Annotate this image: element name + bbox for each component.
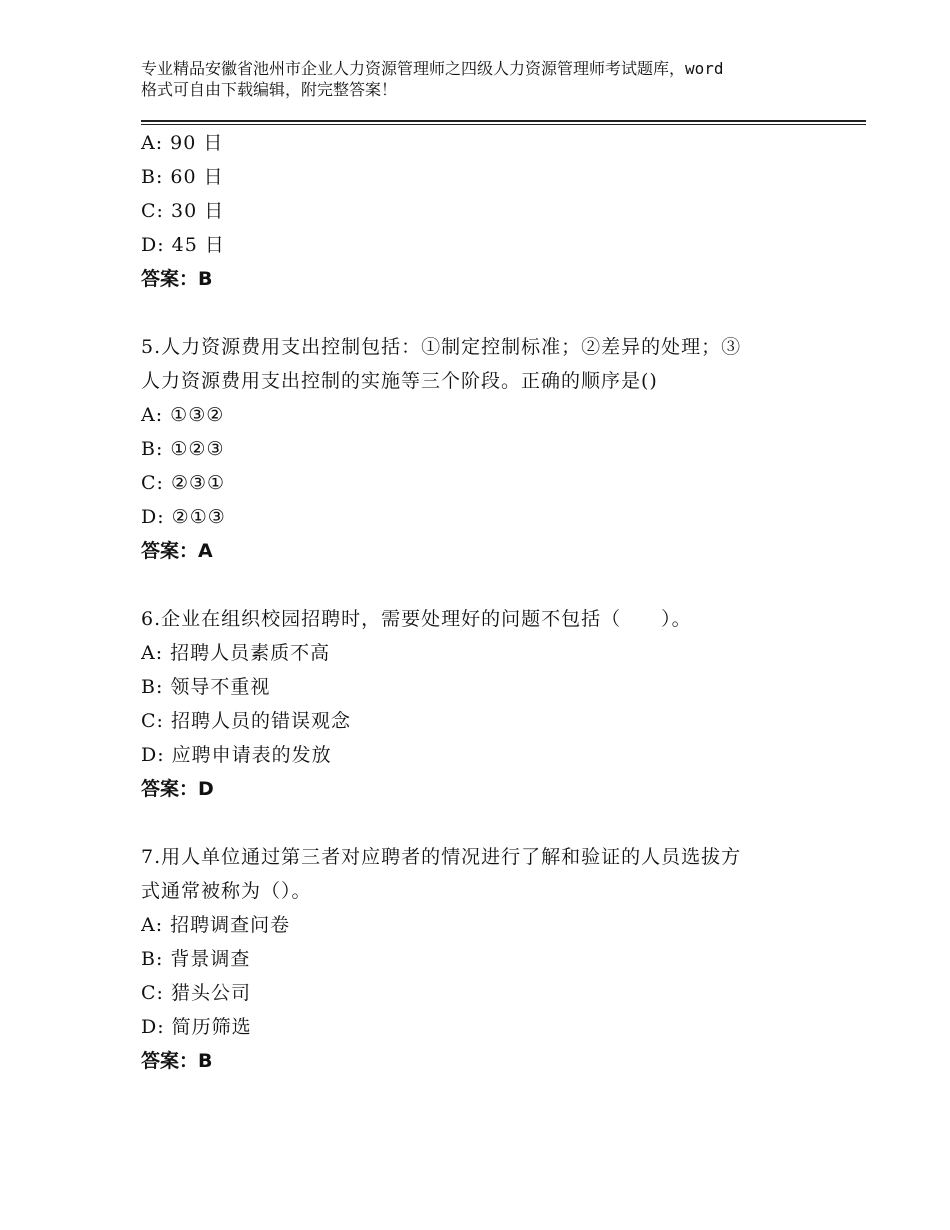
header-divider-thick: [141, 120, 866, 122]
option-c: C: 猎头公司: [141, 982, 251, 1004]
answer-label: 答案：A: [141, 540, 213, 562]
header-divider-thin: [141, 124, 866, 125]
question-stem-line-2: 式通常被称为（）。: [141, 880, 312, 902]
option-a: A: 招聘调查问卷: [141, 914, 291, 936]
question-spacer: [141, 568, 841, 602]
option-c: C: 30 日: [141, 200, 225, 222]
question-stem-line-1: 6.企业在组织校园招聘时，需要处理好的问题不包括（ ）。: [141, 608, 692, 630]
question-list: [141, 126, 841, 1078]
option-a: A: ①③②: [141, 404, 225, 426]
option-d: D: 应聘申请表的发放: [141, 744, 332, 766]
question-spacer: [141, 296, 841, 330]
question-5: [141, 330, 841, 568]
question-stem-line-1: 5.人力资源费用支出控制包括：①制定控制标准；②差异的处理；③: [141, 336, 742, 358]
option-b: B: 60 日: [141, 166, 224, 188]
question-6: [141, 602, 841, 806]
header-title-line-1: 专业精品安徽省池州市企业人力资源管理师之四级人力资源管理师考试题库，word: [141, 59, 724, 78]
option-a: A: 90 日: [141, 132, 224, 154]
option-b: B: 领导不重视: [141, 676, 271, 698]
answer-label: 答案：B: [141, 1050, 213, 1072]
option-d: D: ②①③: [141, 506, 226, 528]
question-4: [141, 126, 841, 296]
question-spacer: [141, 806, 841, 840]
option-c: C: 招聘人员的错误观念: [141, 710, 351, 732]
page-header: [141, 58, 841, 100]
option-b: B: ①②③: [141, 438, 225, 460]
question-7: [141, 840, 841, 1078]
option-d: D: 简历筛选: [141, 1016, 252, 1038]
header-title-line-2: 格式可自由下载编辑，附完整答案！: [141, 80, 398, 99]
option-a: A: 招聘人员素质不高: [141, 642, 331, 664]
option-b: B: 背景调查: [141, 948, 251, 970]
option-c: C: ②③①: [141, 472, 226, 494]
answer-label: 答案：D: [141, 778, 214, 800]
question-stem-line-2: 人力资源费用支出控制的实施等三个阶段。正确的顺序是(): [141, 370, 658, 392]
question-stem-line-1: 7.用人单位通过第三者对应聘者的情况进行了解和验证的人员选拔方: [141, 846, 742, 868]
option-d: D: 45 日: [141, 234, 225, 256]
answer-label: 答案：B: [141, 268, 213, 290]
